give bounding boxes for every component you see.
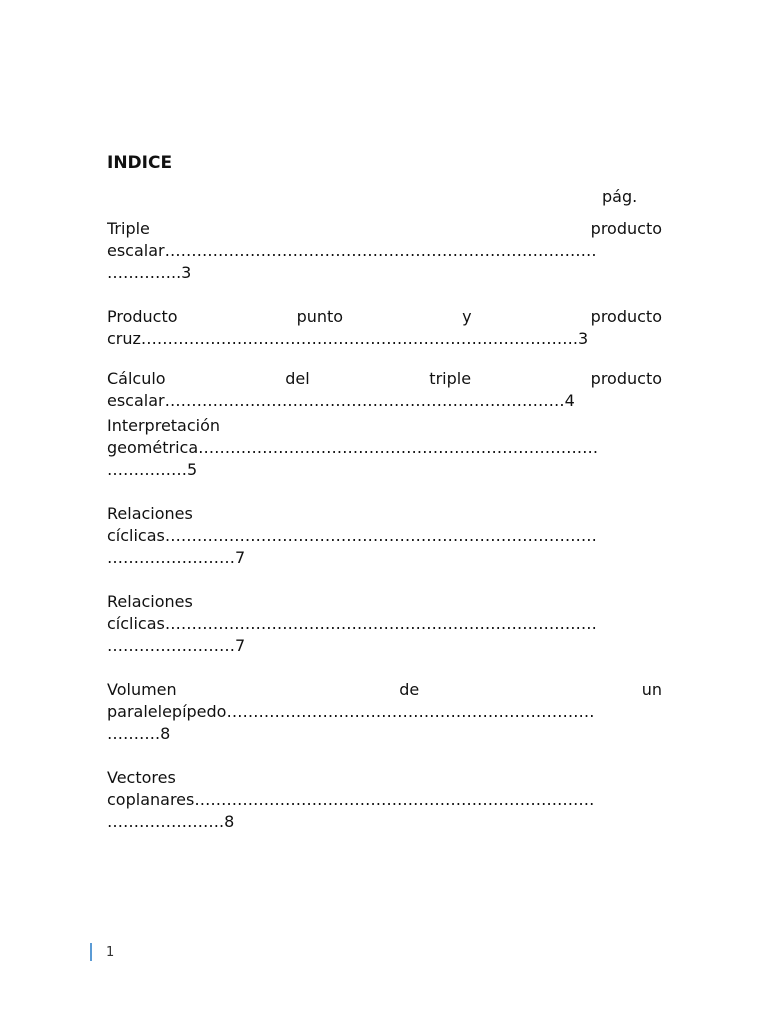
toc-entry[interactable] xyxy=(107,218,662,284)
toc-entry-title-line: Vectores xyxy=(107,768,176,787)
toc-page-line: ……………………7 xyxy=(107,548,246,567)
toc-leader-line: geométrica………………………………………………………………… xyxy=(107,438,599,457)
toc-word: Producto xyxy=(107,307,178,326)
toc-leader-line: coplanares………………………………………………………………… xyxy=(107,790,595,809)
toc-entry-title-line xyxy=(107,306,662,328)
toc-word: triple xyxy=(429,369,472,388)
footer-accent-bar xyxy=(90,943,92,961)
toc-leader-line: escalar…………………………………………………………………4 xyxy=(107,391,575,410)
toc-word: un xyxy=(641,680,662,699)
toc-entry-title-line: Relaciones xyxy=(107,592,193,611)
toc-page-line: ……………………7 xyxy=(107,636,246,655)
toc-page-line: ………………….8 xyxy=(107,812,235,831)
toc-leader-line: cíclicas……………………………………………………………………… xyxy=(107,526,597,545)
toc-entry-title-line xyxy=(107,218,662,240)
toc-word: punto xyxy=(296,307,344,326)
toc-page-line: ……………5 xyxy=(107,460,198,479)
toc-entry[interactable] xyxy=(107,415,662,481)
toc-entry[interactable] xyxy=(107,306,662,350)
toc-leader-line: paralelepípedo…………………………………………………………… xyxy=(107,702,595,721)
index-heading: INDICE xyxy=(107,153,173,173)
toc-leader-line: cruz……………………………………………………………………….3 xyxy=(107,329,589,348)
toc-word: Triple xyxy=(107,219,150,238)
toc-word: del xyxy=(285,369,310,388)
page-footer xyxy=(90,942,114,962)
toc-word: producto xyxy=(590,369,662,388)
toc-entry-title-line xyxy=(107,368,662,390)
toc-entry-title-line: Interpretación xyxy=(107,416,221,435)
toc-word: producto xyxy=(590,219,662,238)
page-column-label: pág. xyxy=(602,187,638,206)
toc-word: y xyxy=(462,307,472,326)
toc-entry-title-line xyxy=(107,679,662,701)
toc-word: producto xyxy=(590,307,662,326)
toc-entry-title-line: Relaciones xyxy=(107,504,193,523)
toc-entry[interactable] xyxy=(107,368,662,412)
toc-page-line: …………..3 xyxy=(107,263,192,282)
toc-entry[interactable] xyxy=(107,679,662,745)
toc-word: de xyxy=(399,680,420,699)
toc-leader-line: cíclicas……………………………………………………………………… xyxy=(107,614,597,633)
page-number: 1 xyxy=(106,944,115,960)
toc-word: Volumen xyxy=(107,680,177,699)
toc-entry[interactable] xyxy=(107,503,662,569)
toc-leader-line: escalar……………………………………………………………………… xyxy=(107,241,597,260)
toc-entry[interactable] xyxy=(107,767,662,833)
toc-page-line: ……….8 xyxy=(107,724,171,743)
toc-entry[interactable] xyxy=(107,591,662,657)
toc-word: Cálculo xyxy=(107,369,166,388)
